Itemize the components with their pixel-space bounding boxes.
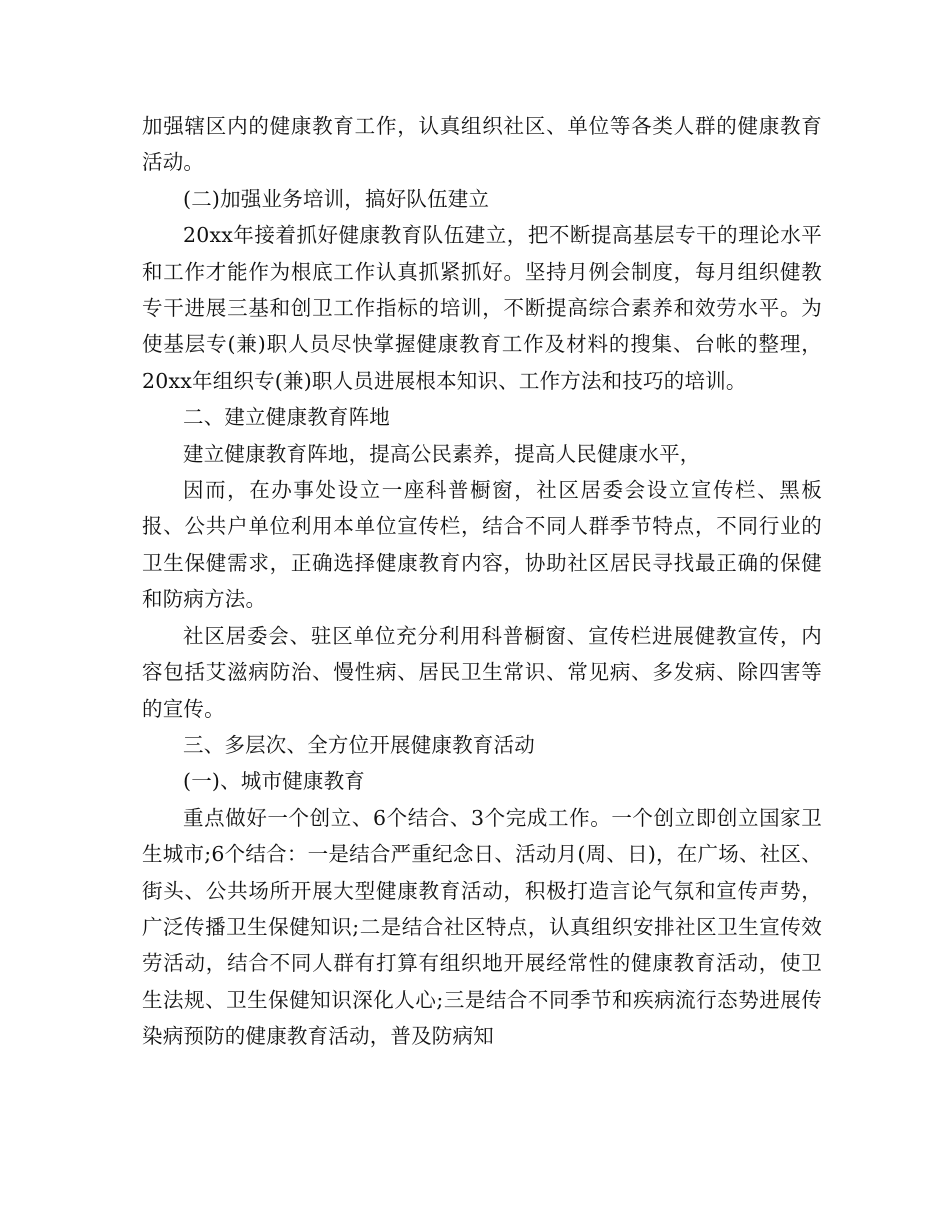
paragraph-1: 加强辖区内的健康教育工作，认真组织社区、单位等各类人群的健康教育活动。 bbox=[142, 114, 822, 175]
document-body bbox=[142, 108, 822, 1055]
paragraph-3: 20xx年接着抓好健康教育队伍建立，把不断提高基层专干的理论水平和工作才能作为根底工作认真抓紧抓好。坚持月例会制度，每月组织健教专干进展三基和创卫工作指标的培训，不断提高综合素养和效劳水平。为使基层专(兼)职人员尽快掌握健康教育工作及材料的搜集、台帐的整理，20xx年组织专(兼)职人员进展根本知识、工作方法和技巧的培训。 bbox=[142, 223, 822, 393]
paragraph-5: 建立健康教育阵地，提高公民素养，提高人民健康水平， bbox=[183, 441, 701, 466]
paragraph-7: 社区居委会、驻区单位充分利用科普橱窗、宣传栏进展健教宣传，内容包括艾滋病防治、慢性病、居民卫生常识、常见病、多发病、除四害等的宣传。 bbox=[142, 623, 822, 721]
paragraph-9: (一)、城市健康教育 bbox=[183, 769, 365, 794]
paragraph-10: 重点做好一个创立、6个结合、3个完成工作。一个创立即创立国家卫生城市;6个结合：一是结合严重纪念日、活动月(周、日)，在广场、社区、街头、公共场所开展大型健康教育活动，积极打造言论气氛和宣传声势，广泛传播卫生保健知识;二是结合社区特点，认真组织安排社区卫生宣传效劳活动，结合不同人群有打算有组织地开展经常性的健康教育活动，使卫生法规、卫生保健知识深化人心;三是结合不同季节和疾病流行态势进展传染病预防的健康教育活动，普及防病知 bbox=[142, 805, 822, 1049]
paragraph-2: (二)加强业务培训，搞好队伍建立 bbox=[183, 186, 490, 211]
paragraph-6: 因而，在办事处设立一座科普橱窗，社区居委会设立宣传栏、黑板报、公共户单位利用本单位宣传栏，结合不同人群季节特点，不同行业的卫生保健需求，正确选择健康教育内容，协助社区居民寻找最正确的保健和防病方法。 bbox=[142, 478, 822, 612]
paragraph-8: 三、多层次、全方位开展健康教育活动 bbox=[183, 732, 535, 757]
paragraph-4: 二、建立健康教育阵地 bbox=[183, 405, 390, 430]
